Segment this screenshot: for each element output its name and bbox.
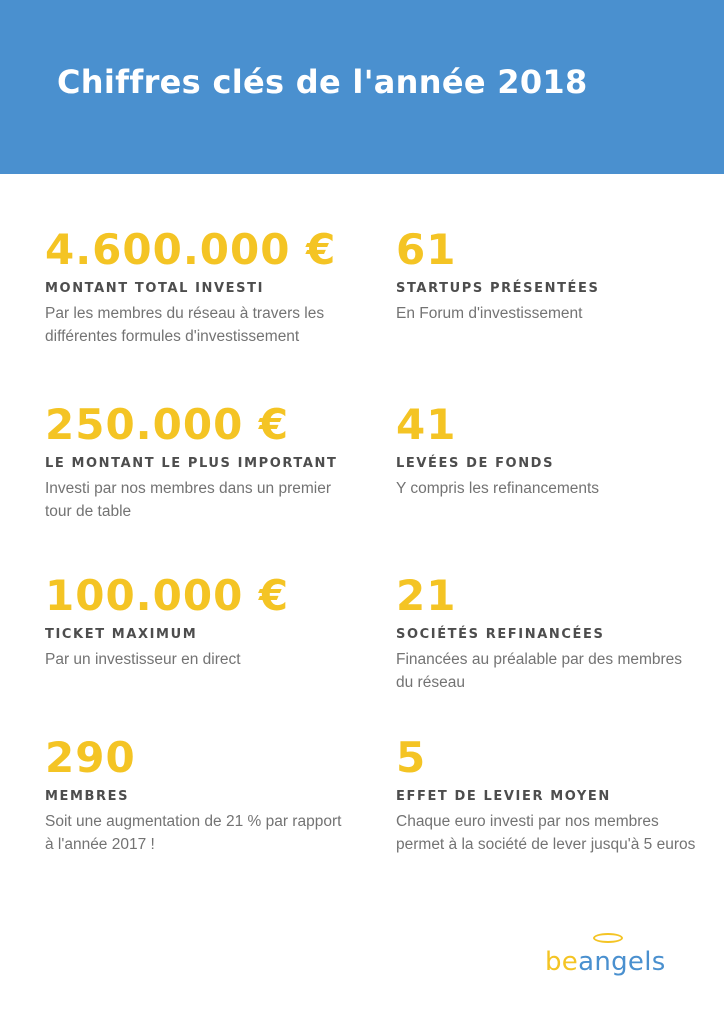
- stat-value: 290: [45, 733, 136, 782]
- stat-members: [45, 735, 345, 856]
- stat-value: 250.000 €: [45, 400, 290, 449]
- stat-leverage-effect: [396, 735, 696, 856]
- stat-label: TICKET MAXIMUM: [45, 627, 198, 642]
- stat-label: LE MONTANT LE PLUS IMPORTANT: [45, 456, 338, 471]
- stat-value: 5: [396, 733, 427, 782]
- stat-label: MEMBRES: [45, 789, 130, 804]
- stat-refinanced-companies: [396, 573, 696, 694]
- logo-text-be: be: [545, 947, 579, 977]
- halo-icon: [593, 933, 623, 943]
- stat-description: Par un investisseur en direct: [45, 651, 241, 668]
- header-banner: [0, 0, 724, 174]
- stat-label: STARTUPS PRÉSENTÉES: [396, 281, 600, 296]
- stat-description: Chaque euro investi par nos membres permet à la société de lever jusqu'à 5 euros: [396, 813, 696, 853]
- stat-label: SOCIÉTÉS REFINANCÉES: [396, 627, 605, 642]
- logo-wordmark: [545, 944, 666, 980]
- stat-value: 100.000 €: [45, 571, 290, 620]
- stat-fundraisings: [396, 402, 696, 500]
- stat-label: MONTANT TOTAL INVESTI: [45, 281, 265, 296]
- stat-total-invested: [45, 227, 345, 348]
- stat-description: Par les membres du réseau à travers les différentes formules d'investissement: [45, 305, 325, 345]
- stat-value: 4.600.000 €: [45, 225, 337, 274]
- stat-max-ticket: [45, 573, 345, 671]
- beangels-logo: [545, 930, 675, 986]
- page-title: Chiffres clés de l'année 2018: [57, 63, 588, 101]
- stat-description: Soit une augmentation de 21 % par rapport à l'année 2017 !: [45, 813, 342, 853]
- stat-description: Y compris les refinancements: [396, 480, 600, 497]
- stat-description: En Forum d'investissement: [396, 305, 583, 322]
- stat-value: 61: [396, 225, 457, 274]
- logo-text-angels: angels: [578, 947, 666, 977]
- stat-largest-amount: [45, 402, 345, 523]
- stat-value: 21: [396, 571, 457, 620]
- stat-description: Financées au préalable par des membres du réseau: [396, 651, 683, 691]
- stat-description: Investi par nos membres dans un premier tour de table: [45, 480, 332, 520]
- stat-value: 41: [396, 400, 457, 449]
- stat-label: EFFET DE LEVIER MOYEN: [396, 789, 611, 804]
- stat-label: LEVÉES DE FONDS: [396, 456, 555, 471]
- stat-startups-presented: [396, 227, 696, 325]
